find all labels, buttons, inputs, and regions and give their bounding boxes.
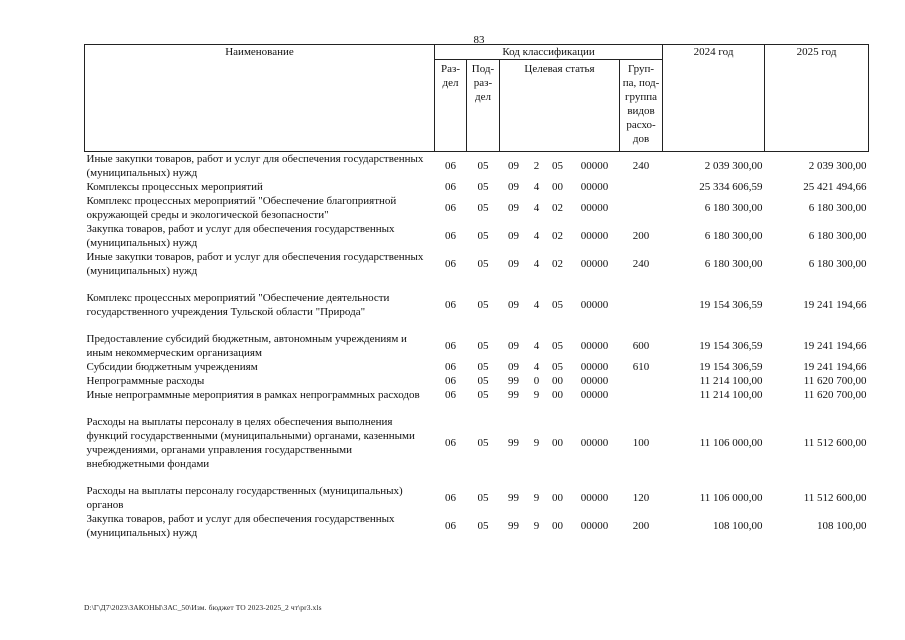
table-row [85,388,869,402]
row-razdel: 06 [445,160,456,172]
row-razdel: 06 [445,340,456,352]
row-cs-direction: 00000 [580,340,609,352]
row-amount-2025: 6 180 300,00 [808,258,867,270]
row-cs-type: 4 [533,230,540,242]
table-row [85,319,869,360]
row-name: Комплекс процессных мероприятий "Обеспечение благоприятной окружающей среды и экологической безопасности" [86,195,397,221]
header-gruppa-text: Груп- па, под- группа видов расхо- дов [622,63,660,145]
row-razdel: 06 [445,375,456,387]
row-amount-2025: 11 620 700,00 [803,389,867,401]
row-amount-2024: 19 154 306,59 [699,340,763,352]
row-amount-2025: 19 241 194,66 [803,340,867,352]
row-podrazdel: 05 [477,520,489,532]
row-vid: 240 [632,258,650,270]
table-row [85,250,869,278]
table-row [85,152,869,181]
row-cs-subprogram: 02 [552,230,563,242]
row-name: Иные закупки товаров, работ и услуг для обеспечения государственных (муниципальных) нужд [86,153,424,179]
header-code-group: Код классификации [435,45,663,60]
row-amount-2025: 11 512 600,00 [803,492,867,504]
row-cs-type: 4 [533,202,540,214]
row-vid: 240 [632,160,650,172]
row-podrazdel: 05 [477,389,489,401]
table-row [85,360,869,374]
row-cs-type: 4 [533,299,540,311]
header-podrazdel [467,60,500,152]
row-podrazdel: 05 [477,181,489,193]
header-gruppa [620,60,663,152]
row-cs-direction: 00000 [580,389,609,401]
table-row [85,402,869,471]
row-name: Расходы на выплаты персоналу в целях обеспечения выполнения функций государственными (муниципальными) органами, казенными учреждениями, органами управления государственными внебюджетными фондами [86,416,415,470]
row-name: Иные непрограммные мероприятия в рамках непрограммных расходов [86,389,420,401]
table-row [85,194,869,222]
row-vid: 120 [632,492,650,504]
row-name: Субсидии бюджетным учреждениям [86,361,258,373]
row-cs-subprogram: 02 [552,202,563,214]
row-amount-2025: 19 241 194,66 [803,299,867,311]
row-cs-direction: 00000 [580,375,609,387]
row-amount-2024: 25 334 606,59 [699,181,763,193]
table-header [85,45,869,152]
budget-table [84,44,869,540]
row-amount-2024: 6 180 300,00 [704,230,763,242]
row-vid: 200 [632,520,650,532]
row-cs-subprogram: 05 [552,361,563,373]
row-vid: 100 [632,437,650,449]
row-name: Закупка товаров, работ и услуг для обеспечения государственных (муниципальных) нужд [86,513,395,539]
row-cs-type: 9 [533,492,540,504]
row-cs-program: 09 [508,361,519,373]
row-amount-2024: 19 154 306,59 [699,299,763,311]
row-razdel: 06 [445,230,456,242]
table-row [85,278,869,319]
row-amount-2024: 2 039 300,00 [704,160,763,172]
row-cs-direction: 00000 [580,361,609,373]
row-amount-2024: 19 154 306,59 [699,361,763,373]
row-cs-type: 4 [533,340,540,352]
row-cs-program: 99 [508,520,519,532]
row-cs-program: 09 [508,340,519,352]
row-podrazdel: 05 [477,375,489,387]
row-razdel: 06 [445,492,456,504]
row-razdel: 06 [445,389,456,401]
header-razdel [435,60,467,152]
page-number: 83 [473,34,485,46]
row-cs-direction: 00000 [580,230,609,242]
row-cs-type: 0 [533,375,540,387]
row-razdel: 06 [445,520,456,532]
row-name: Расходы на выплаты персоналу государственных (муниципальных) органов [86,485,403,511]
row-amount-2024: 11 106 000,00 [699,492,763,504]
table-row [85,222,869,250]
row-vid [620,278,663,319]
row-amount-2024: 6 180 300,00 [704,202,763,214]
row-amount-2025: 11 512 600,00 [803,437,867,449]
row-cs-subprogram: 05 [552,160,563,172]
header-celevaya: Целевая статья [500,60,620,152]
row-cs-direction: 00000 [580,437,609,449]
row-cs-direction: 00000 [580,492,609,504]
table-body [85,152,869,541]
row-cs-program: 09 [508,299,519,311]
row-name: Комплексы процессных мероприятий [86,181,263,193]
row-cs-type: 9 [533,520,540,532]
row-cs-type: 4 [533,181,540,193]
row-cs-program: 09 [508,202,519,214]
row-amount-2025: 19 241 194,66 [803,361,867,373]
row-amount-2025: 6 180 300,00 [808,202,867,214]
row-cs-program: 09 [508,258,519,270]
row-cs-subprogram: 05 [552,340,563,352]
row-vid [620,374,663,388]
row-cs-direction: 00000 [580,299,609,311]
row-amount-2024: 11 106 000,00 [699,437,763,449]
row-amount-2024: 6 180 300,00 [704,258,763,270]
row-cs-direction: 00000 [580,202,609,214]
row-razdel: 06 [445,258,456,270]
header-year-2024: 2024 год [663,45,765,152]
row-razdel: 06 [445,181,456,193]
row-amount-2025: 108 100,00 [817,520,867,532]
table-row [85,374,869,388]
header-razdel-text: Раз- дел [440,63,460,89]
row-podrazdel: 05 [477,492,489,504]
row-cs-program: 09 [508,160,519,172]
row-cs-subprogram: 00 [552,181,563,193]
table-row [85,512,869,540]
row-vid: 200 [632,230,650,242]
row-cs-program: 99 [508,437,519,449]
row-vid: 600 [632,340,650,352]
row-cs-direction: 00000 [580,160,609,172]
row-podrazdel: 05 [477,230,489,242]
row-podrazdel: 05 [477,299,489,311]
row-podrazdel: 05 [477,437,489,449]
row-amount-2025: 2 039 300,00 [808,160,867,172]
row-podrazdel: 05 [477,258,489,270]
row-name: Предоставление субсидий бюджетным, автономным учреждениям и иным некоммерческим организациям [86,333,407,359]
row-cs-subprogram: 00 [552,492,563,504]
row-razdel: 06 [445,361,456,373]
row-cs-program: 09 [508,230,519,242]
row-amount-2024: 11 214 100,00 [699,375,763,387]
row-cs-direction: 00000 [580,258,609,270]
row-vid [620,194,663,222]
row-name: Закупка товаров, работ и услуг для обеспечения государственных (муниципальных) нужд [86,223,395,249]
row-podrazdel: 05 [477,202,489,214]
table-row [85,471,869,512]
row-cs-type: 4 [533,258,540,270]
row-razdel: 06 [445,202,456,214]
header-podrazdel-text: Под- раз- дел [471,63,495,103]
row-cs-type: 9 [533,389,540,401]
row-vid: 610 [632,361,650,373]
row-cs-subprogram: 00 [552,375,563,387]
row-cs-subprogram: 00 [552,389,563,401]
row-amount-2025: 6 180 300,00 [808,230,867,242]
row-amount-2025: 25 421 494,66 [803,181,867,193]
row-cs-type: 9 [533,437,540,449]
row-podrazdel: 05 [477,160,489,172]
row-razdel: 06 [445,437,456,449]
row-amount-2024: 11 214 100,00 [699,389,763,401]
row-cs-program: 99 [508,389,519,401]
row-cs-type: 4 [533,361,540,373]
row-cs-subprogram: 00 [552,437,563,449]
row-name: Комплекс процессных мероприятий "Обеспечение деятельности государственного учреждения Тульской области "Природа" [86,292,390,318]
row-cs-program: 09 [508,181,519,193]
row-cs-subprogram: 05 [552,299,563,311]
footer-file-path: D:\Г\Д7\2023\ЗАКОНЫ\ЗАС_50\Изм. бюджет ТО 2023-2025_2 чт\pr3.xls [84,603,322,612]
row-podrazdel: 05 [477,361,489,373]
row-amount-2024: 108 100,00 [713,520,763,532]
row-cs-direction: 00000 [580,520,609,532]
row-vid [620,388,663,402]
row-vid [620,180,663,194]
row-name: Непрограммные расходы [86,375,205,387]
table-row [85,180,869,194]
row-amount-2025: 11 620 700,00 [803,375,867,387]
row-name: Иные закупки товаров, работ и услуг для обеспечения государственных (муниципальных) нужд [86,251,424,277]
row-podrazdel: 05 [477,340,489,352]
header-year-2025: 2025 год [765,45,869,152]
row-cs-program: 99 [508,375,519,387]
row-cs-program: 99 [508,492,519,504]
header-name: Наименование [85,45,435,152]
row-cs-direction: 00000 [580,181,609,193]
row-cs-subprogram: 02 [552,258,563,270]
row-cs-type: 2 [533,160,540,172]
row-cs-subprogram: 00 [552,520,563,532]
row-razdel: 06 [445,299,456,311]
